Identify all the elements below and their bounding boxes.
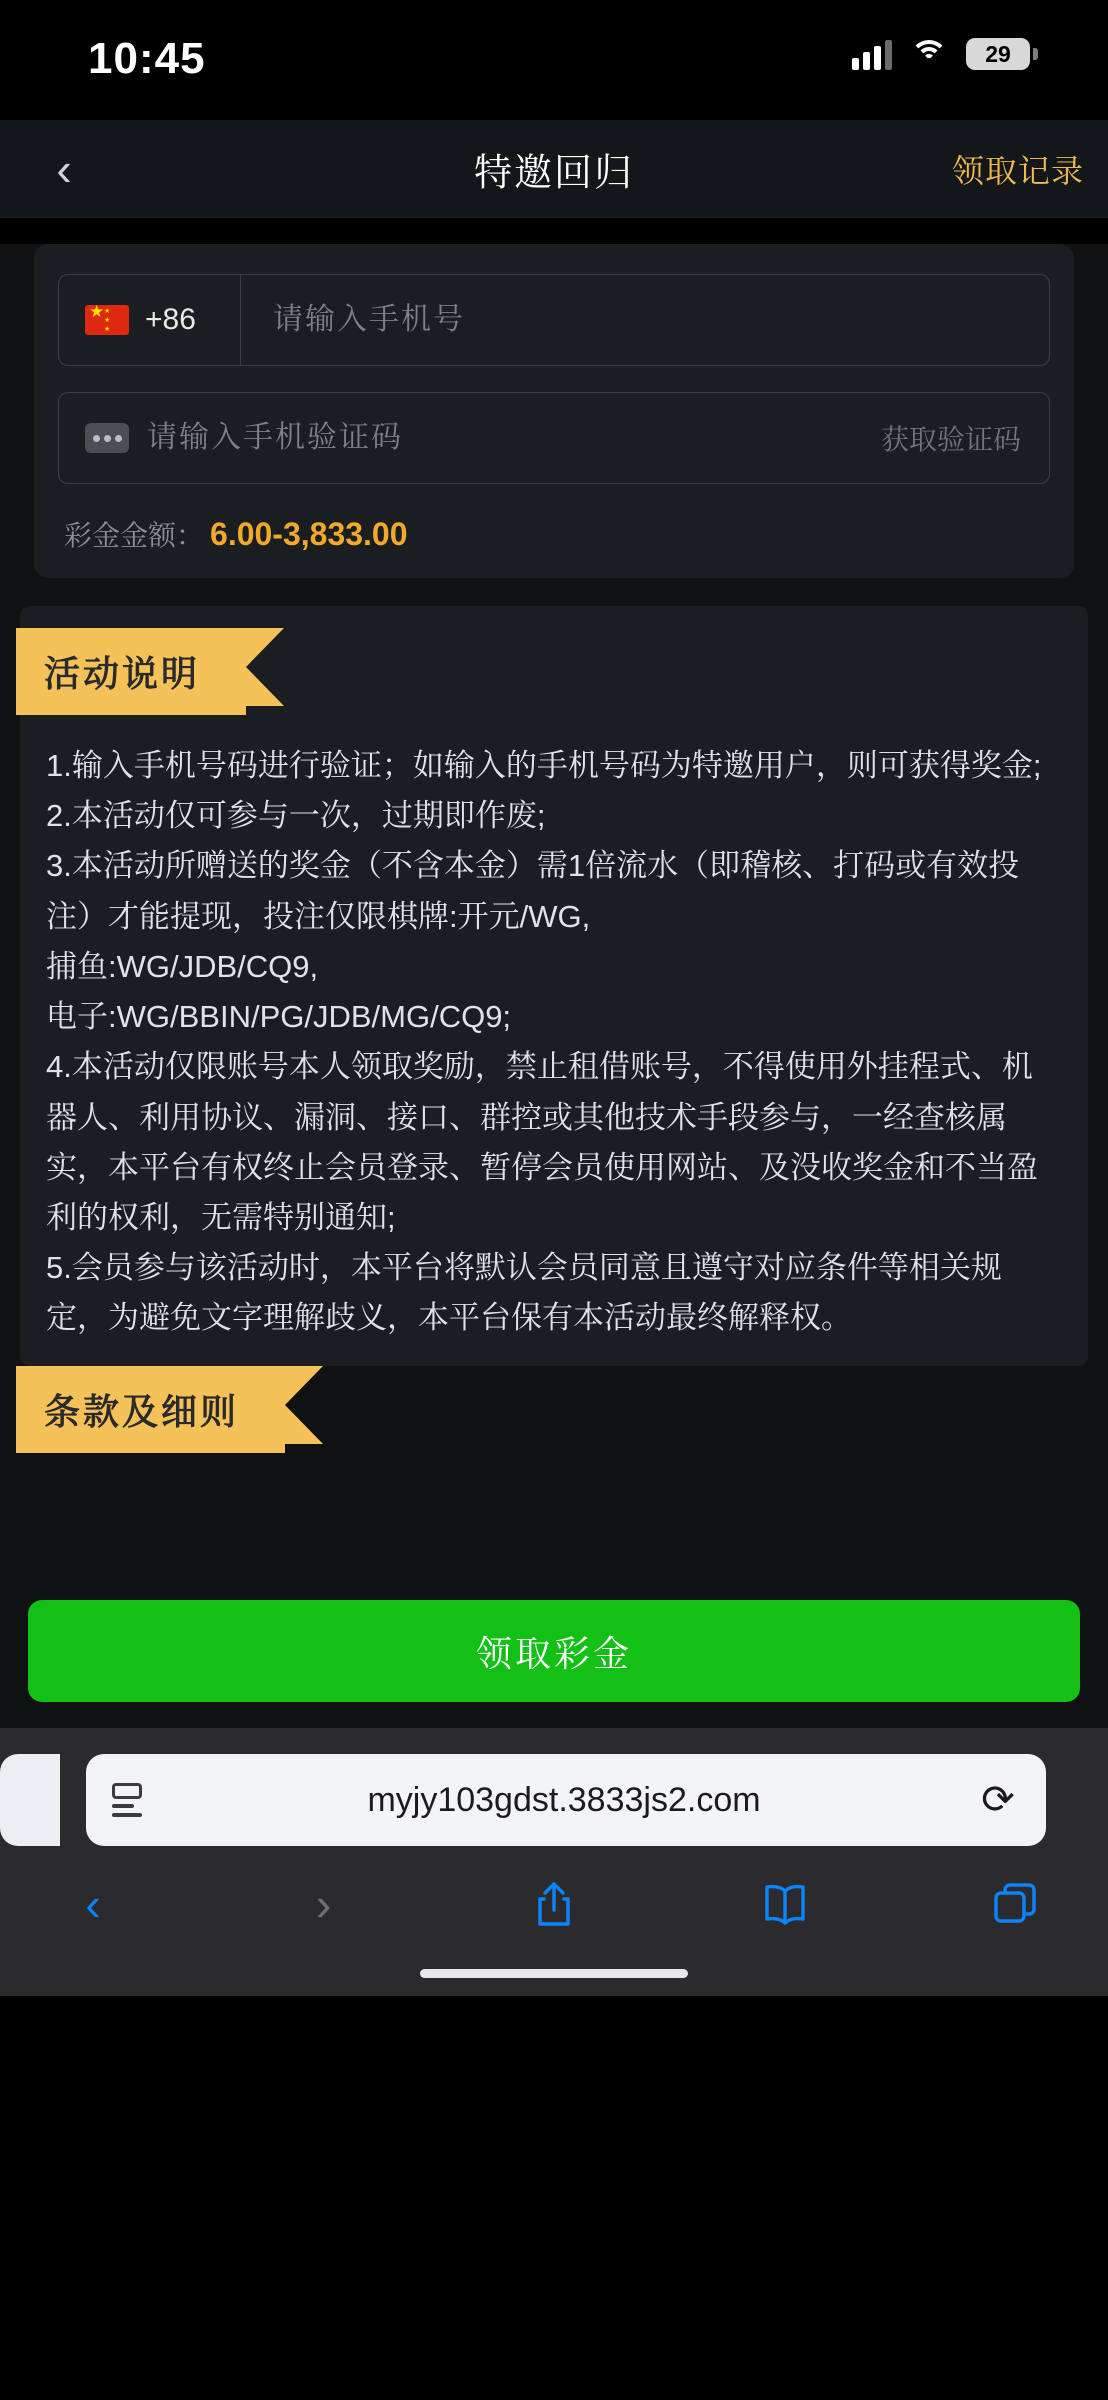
verification-code-field-row[interactable] [58,392,1050,484]
rule-line: 1.输入手机号码进行验证；如输入的手机号码为特邀用户，则可获得奖金; [46,748,1042,783]
claim-bonus-button[interactable]: 领取彩金 [28,1600,1080,1702]
rules-ribbon-title: 活动说明 [16,628,246,715]
china-flag-icon [85,305,129,335]
back-arrow-icon[interactable]: ‹ [85,1878,101,1930]
browser-toolbar [0,1846,1108,1934]
get-code-button[interactable]: 获取验证码 [880,424,1021,455]
claim-form-card [34,244,1074,578]
page-settings-icon[interactable] [112,1783,152,1817]
country-code-label: +86 [145,303,196,336]
bonus-amount-label: 彩金金额： [64,520,205,551]
status-indicators [852,38,1030,70]
rule-line: 4.本活动仅限账号本人领取奖励，禁止租借账号，不得使用外挂程式、机器人、利用协议、漏洞、接口、群控或其他技术手段参与，一经查核属实，本平台有权终止会员登录、暂停会员使用网站、及没收奖金和不当盈利的权利，无需特别通知; [46,1049,1038,1235]
cta-bar [0,1582,1108,1728]
rule-line: 捕鱼:WG/JDB/CQ9, [46,948,319,984]
url-text[interactable]: myjy103gdst.3833js2.com [367,1780,761,1819]
country-code-selector[interactable] [59,275,241,365]
status-time: 10:45 [88,34,206,83]
battery-level: 29 [985,40,1011,67]
chevron-left-icon[interactable]: ‹ [56,142,72,195]
wifi-icon [910,40,948,68]
rule-line: 3.本活动所赠送的奖金（不含本金）需1倍流水（即稽核、打码或有效投注）才能提现，投注仅限棋牌:开元/WG, [46,848,1020,934]
share-icon[interactable] [519,1874,589,1934]
status-bar [0,0,1108,120]
battery-icon [966,38,1030,70]
rule-line: 5.会员参与该活动时，本平台将默认会员同意且遵守对应条件等相关规定，为避免文字理解歧义，本平台保有本活动最终解释权。 [46,1250,1002,1336]
rule-line: 电子:WG/BBIN/PG/JDB/MG/CQ9; [46,999,512,1035]
phone-field-row[interactable] [58,274,1050,366]
rule-line: 2.本活动仅可参与一次，过期即作废; [46,798,546,834]
forward-arrow-icon: › [315,1878,332,1930]
tabs-icon[interactable] [980,1874,1050,1934]
activity-rules-section [20,606,1088,1432]
bonus-amount-row [58,514,1050,554]
dots-icon [85,423,129,453]
browser-chrome [0,1728,1108,1996]
nav-bar [0,120,1108,218]
terms-ribbon-title: 条款及细则 [16,1366,285,1453]
cellular-signal-icon [852,38,892,70]
rules-body [20,715,1088,1344]
phone-input[interactable] [241,303,1049,337]
url-bar-row [0,1728,1108,1846]
adjacent-tab-peek[interactable] [0,1754,60,1846]
verification-code-input[interactable] [129,421,871,455]
page-title: 特邀回归 [473,152,635,194]
reload-icon[interactable]: ⟳ [981,1778,1015,1822]
page-content [0,244,1108,1582]
url-bar[interactable] [86,1754,1046,1846]
book-icon[interactable] [750,1874,820,1934]
home-indicator [420,1969,688,1978]
claim-records-link[interactable]: 领取记录 [951,152,1084,189]
bonus-amount-value: 6.00-3,833.00 [210,516,408,552]
